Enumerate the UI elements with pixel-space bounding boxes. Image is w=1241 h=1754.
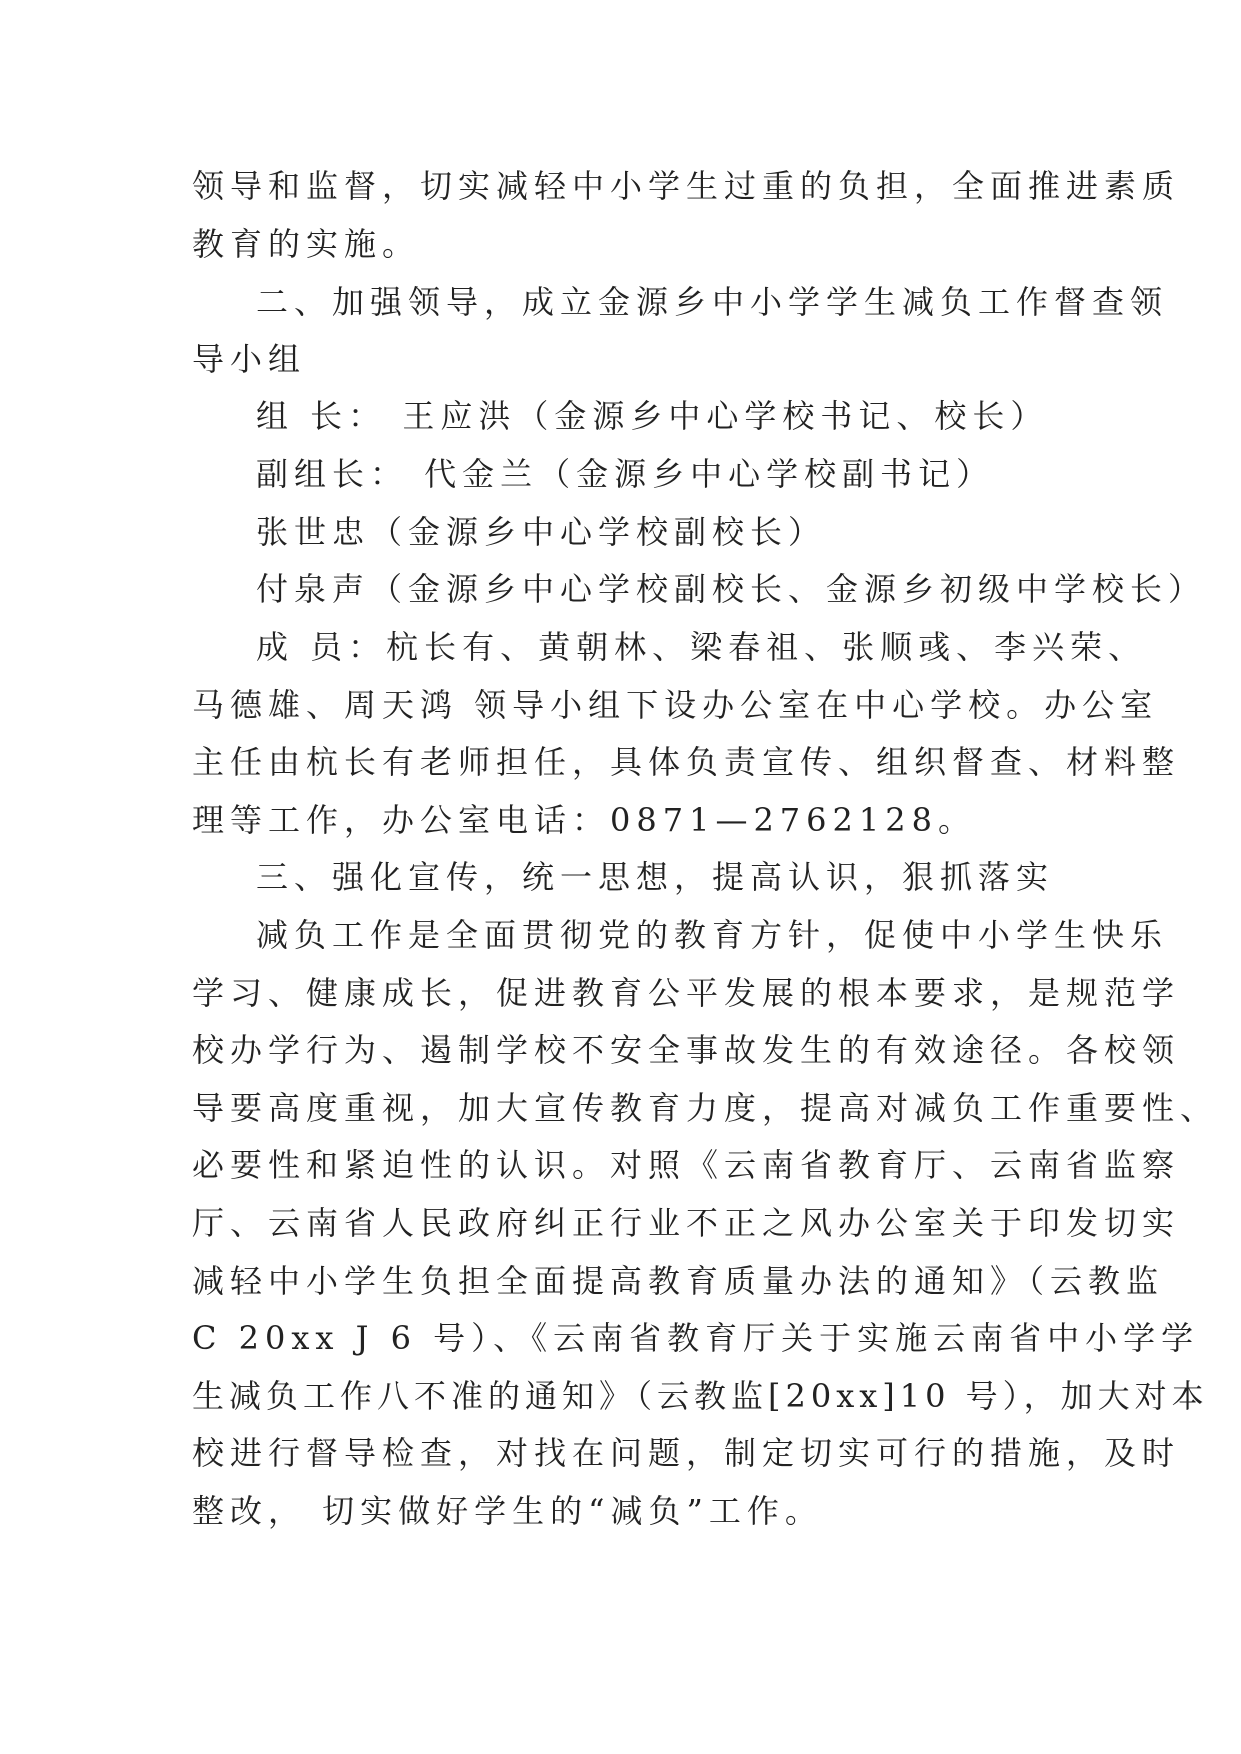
paragraph-line: 教育的实施。 xyxy=(192,225,421,263)
paragraph-line: 理等工作，办公室电话：0871—2762128。 xyxy=(192,801,976,839)
paragraph-line: 导要高度重视，加大宣传教育力度，提高对减负工作重要性、 xyxy=(192,1089,1219,1127)
paragraph-line: 主任由杭长有老师担任，具体负责宣传、组织督查、材料整 xyxy=(192,743,1181,781)
deputy-leader-line: 张世忠（金源乡中心学校副校长） xyxy=(256,513,827,551)
paragraph-line: 学习、健康成长，促进教育公平发展的根本要求，是规范学 xyxy=(192,974,1181,1012)
paragraph-line: 领导和监督，切实减轻中小学生过重的负担，全面推进素质 xyxy=(192,167,1181,205)
members-line: 成 员：杭长有、黄朝林、梁春祖、张顺彧、李兴荣、 xyxy=(256,628,1147,666)
group-leader-line: 组 长： 王应洪（金源乡中心学校书记、校长） xyxy=(256,397,1049,435)
section-heading-2: 二、加强领导，成立金源乡中小学学生减负工作督查领 xyxy=(256,283,1169,321)
paragraph-line: 校进行督导检查，对找在问题，制定切实可行的措施，及时 xyxy=(192,1434,1181,1472)
deputy-leader-line: 付泉声（金源乡中心学校副校长、金源乡初级中学校长） xyxy=(256,570,1207,608)
paragraph-line: 马德雄、周天鸿 领导小组下设办公室在中心学校。办公室 xyxy=(192,686,1159,724)
deputy-leader-line: 副组长： 代金兰（金源乡中心学校副书记） xyxy=(256,455,995,493)
paragraph-line: 整改， 切实做好学生的“减负”工作。 xyxy=(192,1492,823,1530)
section-heading-2-cont: 导小组 xyxy=(192,340,307,378)
section-heading-3: 三、强化宣传，统一思想，提高认识，狠抓落实 xyxy=(256,858,1055,896)
paragraph-line: 减轻中小学生负担全面提高教育质量办法的通知》（云教监 xyxy=(192,1262,1165,1300)
paragraph-line: 校办学行为、遏制学校不安全事故发生的有效途径。各校领 xyxy=(192,1031,1181,1069)
paragraph-line: C 20xx J 6 号）、《云南省教育厅关于实施云南省中小学学 xyxy=(192,1319,1200,1357)
paragraph-line: 减负工作是全面贯彻党的教育方针，促使中小学生快乐 xyxy=(256,916,1169,954)
paragraph-line: 厅、云南省人民政府纠正行业不正之风办公室关于印发切实 xyxy=(192,1204,1181,1242)
paragraph-line: 生减负工作八不准的通知》（云教监[20xx]10 号），加大对本 xyxy=(192,1377,1209,1415)
paragraph-line: 必要性和紧迫性的认识。对照《云南省教育厅、云南省监察 xyxy=(192,1146,1181,1184)
